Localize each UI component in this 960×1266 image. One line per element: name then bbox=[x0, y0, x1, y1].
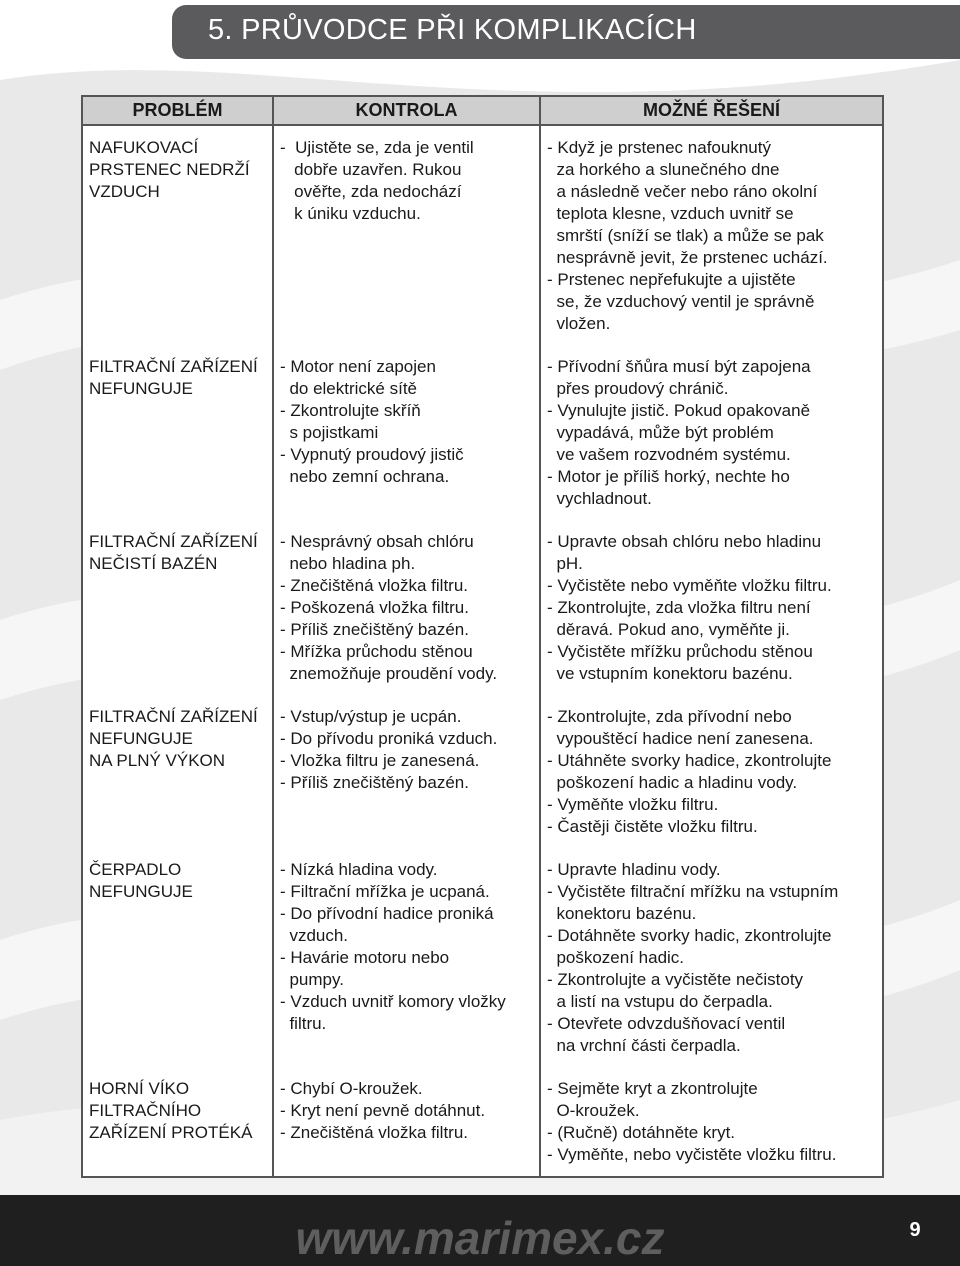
check-line: - Mřížka průchodu stěnou bbox=[280, 642, 473, 661]
solution-line: - Otevřete odvzdušňovací ventil bbox=[547, 1014, 786, 1033]
check-line: nebo zemní ochrana. bbox=[280, 467, 450, 486]
check-line: - Znečištěná vložka filtru. bbox=[280, 1123, 469, 1142]
solution-line: - Když je prstenec nafouknutý bbox=[547, 138, 771, 157]
solution-line: poškození hadic a hladinu vody. bbox=[547, 773, 798, 792]
solution-line: nesprávně jevit, že prstenec uchází. bbox=[547, 248, 828, 267]
check-line: dobře uzavřen. Rukou bbox=[280, 160, 462, 179]
check-line: filtru. bbox=[280, 1014, 327, 1033]
solution-line: vychladnout. bbox=[547, 489, 652, 508]
solution-cell bbox=[540, 520, 883, 695]
solution-line: - Prstenec nepřefukujte a ujistěte bbox=[547, 270, 796, 289]
check-line: k úniku vzduchu. bbox=[280, 204, 421, 223]
check-cell bbox=[273, 1067, 540, 1177]
table-row bbox=[82, 345, 883, 520]
problem-line: VZDUCH bbox=[89, 182, 160, 201]
check-cell bbox=[273, 125, 540, 345]
check-line: - Poškozená vložka filtru. bbox=[280, 598, 469, 617]
check-line: - Vložka filtru je zanesená. bbox=[280, 751, 480, 770]
solution-line: smrští (sníží se tlak) a může se pak bbox=[547, 226, 824, 245]
problem-cell bbox=[82, 848, 273, 1067]
check-line: - Vzduch uvnitř komory vložky bbox=[280, 992, 506, 1011]
check-line: s pojistkami bbox=[280, 423, 379, 442]
solution-cell bbox=[540, 1067, 883, 1177]
solution-line: - Vyčistěte mřížku průchodu stěnou bbox=[547, 642, 813, 661]
solution-line: - Zkontrolujte, zda přívodní nebo bbox=[547, 707, 792, 726]
solution-line: vložen. bbox=[547, 314, 611, 333]
check-line: - Nízká hladina vody. bbox=[280, 860, 438, 879]
solution-line: pH. bbox=[547, 554, 583, 573]
page-number: 9 bbox=[909, 1219, 921, 1241]
footer bbox=[0, 1195, 960, 1266]
check-cell bbox=[273, 848, 540, 1067]
solution-line: - Upravte hladinu vody. bbox=[547, 860, 721, 879]
check-line: - Ujistěte se, zda je ventil bbox=[280, 138, 474, 157]
solution-line: - Vynulujte jistič. Pokud opakovaně bbox=[547, 401, 811, 420]
solution-line: - Upravte obsah chlóru nebo hladinu bbox=[547, 532, 822, 551]
solution-cell bbox=[540, 345, 883, 520]
problem-cell bbox=[82, 695, 273, 848]
check-line: znemožňuje proudění vody. bbox=[280, 664, 498, 683]
solution-line: děravá. Pokud ano, vyměňte ji. bbox=[547, 620, 790, 639]
problem-line: NA PLNÝ VÝKON bbox=[89, 751, 226, 770]
check-line: - Vypnutý proudový jistič bbox=[280, 445, 464, 464]
page-title: 5. PRŮVODCE PŘI KOMPLIKACÍCH bbox=[208, 14, 697, 46]
solution-line: teplota klesne, vzduch uvnitř se bbox=[547, 204, 794, 223]
check-line: - Motor není zapojen bbox=[280, 357, 436, 376]
table-row bbox=[82, 848, 883, 1067]
solution-line: za horkého a slunečného dne bbox=[547, 160, 780, 179]
check-cell bbox=[273, 345, 540, 520]
table-header-row bbox=[82, 96, 883, 125]
problem-line: NEFUNGUJE bbox=[89, 882, 193, 901]
check-cell bbox=[273, 695, 540, 848]
problem-line: NEFUNGUJE bbox=[89, 729, 193, 748]
solution-line: na vrchní části čerpadla. bbox=[547, 1036, 741, 1055]
table-row bbox=[82, 520, 883, 695]
problem-cell bbox=[82, 1067, 273, 1177]
check-line: do elektrické sítě bbox=[280, 379, 418, 398]
check-line: - Zkontrolujte skříň bbox=[280, 401, 421, 420]
check-line: - Havárie motoru nebo bbox=[280, 948, 450, 967]
problem-line: FILTRAČNÍHO bbox=[89, 1101, 202, 1120]
solution-line: ve vašem rozvodném systému. bbox=[547, 445, 791, 464]
troubleshooting-table bbox=[81, 95, 884, 1178]
column-header-problem: PROBLÉM bbox=[82, 96, 273, 125]
problem-cell bbox=[82, 125, 273, 345]
solution-line: a následně večer nebo ráno okolní bbox=[547, 182, 818, 201]
check-line: nebo hladina ph. bbox=[280, 554, 416, 573]
problem-line: NEČISTÍ BAZÉN bbox=[89, 554, 218, 573]
check-line: - Příliš znečištěný bazén. bbox=[280, 620, 469, 639]
solution-line: se, že vzduchový ventil je správně bbox=[547, 292, 815, 311]
check-line: - Příliš znečištěný bazén. bbox=[280, 773, 469, 792]
check-line: - Filtrační mřížka je ucpaná. bbox=[280, 882, 490, 901]
solution-line: vypadává, může být problém bbox=[547, 423, 774, 442]
check-line: - Znečištěná vložka filtru. bbox=[280, 576, 469, 595]
check-line: ověřte, zda nedochází bbox=[280, 182, 462, 201]
solution-line: a listí na vstupu do čerpadla. bbox=[547, 992, 773, 1011]
solution-line: O-kroužek. bbox=[547, 1101, 640, 1120]
problem-line: NEFUNGUJE bbox=[89, 379, 193, 398]
solution-line: ve vstupním konektoru bazénu. bbox=[547, 664, 793, 683]
problem-line: ČERPADLO bbox=[89, 860, 182, 879]
problem-line: NAFUKOVACÍ bbox=[89, 138, 199, 157]
solution-line: konektoru bazénu. bbox=[547, 904, 697, 923]
solution-line: - (Ručně) dotáhněte kryt. bbox=[547, 1123, 736, 1142]
solution-line: - Vyměňte vložku filtru. bbox=[547, 795, 719, 814]
solution-line: - Utáhněte svorky hadice, zkontrolujte bbox=[547, 751, 832, 770]
problem-line: FILTRAČNÍ ZAŘÍZENÍ bbox=[89, 707, 258, 726]
solution-cell bbox=[540, 848, 883, 1067]
check-line: - Do přívodní hadice proniká bbox=[280, 904, 494, 923]
solution-line: - Vyměňte, nebo vyčistěte vložku filtru. bbox=[547, 1145, 837, 1164]
check-line: - Nesprávný obsah chlóru bbox=[280, 532, 474, 551]
check-line: - Vstup/výstup je ucpán. bbox=[280, 707, 462, 726]
check-line: pumpy. bbox=[280, 970, 344, 989]
table-row bbox=[82, 695, 883, 848]
check-line: vzduch. bbox=[280, 926, 349, 945]
solution-line: přes proudový chránič. bbox=[547, 379, 729, 398]
website-url: www.marimex.cz bbox=[295, 1212, 665, 1264]
column-header-check: KONTROLA bbox=[273, 96, 540, 125]
problem-cell bbox=[82, 520, 273, 695]
solution-line: - Motor je příliš horký, nechte ho bbox=[547, 467, 790, 486]
solution-cell bbox=[540, 125, 883, 345]
table-row bbox=[82, 125, 883, 345]
solution-line: - Sejměte kryt a zkontrolujte bbox=[547, 1079, 758, 1098]
check-line: - Do přívodu proniká vzduch. bbox=[280, 729, 498, 748]
solution-line: - Vyčistěte filtrační mřížku na vstupním bbox=[547, 882, 839, 901]
problem-line: FILTRAČNÍ ZAŘÍZENÍ bbox=[89, 357, 258, 376]
check-line: - Chybí O-kroužek. bbox=[280, 1079, 423, 1098]
solution-line: - Zkontrolujte a vyčistěte nečistoty bbox=[547, 970, 804, 989]
solution-line: poškození hadic. bbox=[547, 948, 685, 967]
column-header-solution: MOŽNÉ ŘEŠENÍ bbox=[540, 96, 883, 125]
check-line: - Kryt není pevně dotáhnut. bbox=[280, 1101, 486, 1120]
table-row bbox=[82, 1067, 883, 1177]
check-cell bbox=[273, 520, 540, 695]
problem-line: PRSTENEC NEDRŽÍ bbox=[89, 160, 250, 179]
problem-line: HORNÍ VÍKO bbox=[89, 1079, 190, 1098]
solution-line: vypouštěcí hadice není zanesena. bbox=[547, 729, 814, 748]
solution-line: - Vyčistěte nebo vyměňte vložku filtru. bbox=[547, 576, 832, 595]
solution-line: - Přívodní šňůra musí být zapojena bbox=[547, 357, 811, 376]
solution-line: - Častěji čistěte vložku filtru. bbox=[547, 817, 758, 836]
problem-line: FILTRAČNÍ ZAŘÍZENÍ bbox=[89, 532, 258, 551]
solution-line: - Dotáhněte svorky hadic, zkontrolujte bbox=[547, 926, 832, 945]
problem-cell bbox=[82, 345, 273, 520]
problem-line: ZAŘÍZENÍ PROTÉKÁ bbox=[89, 1123, 253, 1142]
solution-line: - Zkontrolujte, zda vložka filtru není bbox=[547, 598, 811, 617]
solution-cell bbox=[540, 695, 883, 848]
